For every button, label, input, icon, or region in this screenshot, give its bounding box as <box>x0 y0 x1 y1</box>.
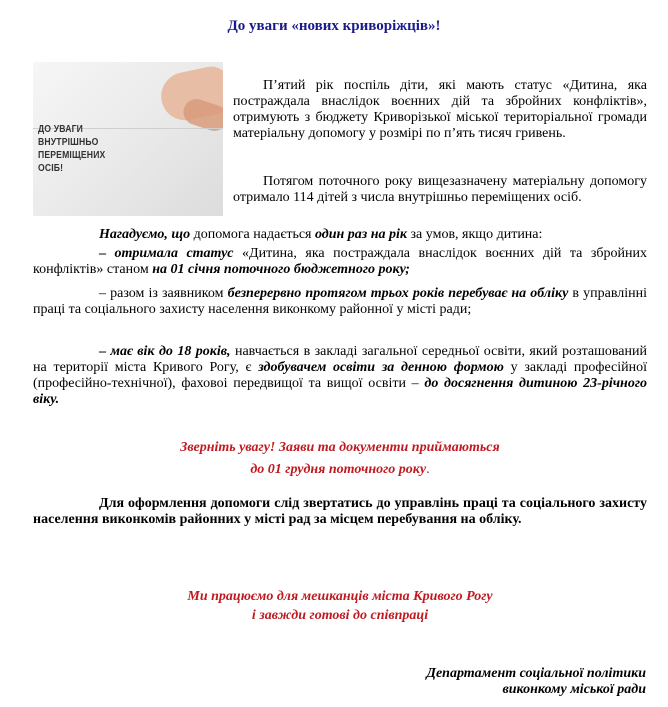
slogan-line-1: Ми працюємо для мешканців міста Кривого Рогу <box>187 589 493 604</box>
condition-dash: – <box>99 286 106 301</box>
notice-line-1: Зверніть увагу! Заяви та документи приймаються <box>180 440 500 455</box>
reminder-paragraph <box>33 227 647 243</box>
condition-dash: – <box>99 344 106 359</box>
condition-3-text: навчається в закладі загальної середньої освіти, який розташований на території міста Кривого Рогу, є <box>33 344 648 375</box>
banner-caption: ДО УВАГИ ВНУТРІШНЬО ПЕРЕМІЩЕНИХ ОСІБ! <box>38 123 106 174</box>
condition-1 <box>33 246 647 278</box>
condition-3-text-2: у закладі професійної (професійно-технічної), фаховоі передвищої та вищої освіти – <box>33 360 647 391</box>
reminder-lead: Нагадуємо, що <box>99 227 191 242</box>
banner-image <box>33 62 223 216</box>
intro-paragraph-1: П’ятий рік поспіль діти, які мають статус «Дитина, яка постраждала внаслідок воєнних дій та збройних конфліктів», отримують з бюджету Криворізької міської територіальної громади матеріальну допомогу у розмірі по п’ять тисяч гривень. <box>233 78 647 141</box>
condition-3-age: має вік до 18 років, <box>106 344 231 359</box>
condition-3-until: до досягнення дитиною <box>424 376 584 391</box>
condition-1-lead: отримала статус <box>106 246 234 261</box>
reminder-text: допомога надається <box>190 227 315 242</box>
intro-paragraph-2: Потягом поточного року вищезазначену матеріальну допомогу отримало 114 дітей з числа внутрішньо переміщених осіб. <box>233 174 647 205</box>
notice-dot: . <box>426 462 430 477</box>
condition-2 <box>33 286 647 318</box>
notice-line-2 <box>33 462 647 478</box>
contact-paragraph: Для оформлення допомоги слід звертатись до управлінь праці та соціального захисту населення виконкомів районних у місті рад за місцем перебування на обліку. <box>33 496 647 527</box>
condition-2-lead: разом із заявником <box>106 286 228 301</box>
reminder-frequency: один раз на рік <box>314 227 408 242</box>
condition-1-date: на 01 січня поточного бюджетного року; <box>152 262 410 277</box>
condition-2-emphasis: безперервно протягом трьох років перебуває на обліку <box>227 286 569 301</box>
condition-1-text: «Дитина, яка постраждала внаслідок воєнних дій та збройних конфліктів» станом <box>33 246 647 277</box>
signature-line-2: виконкому міської ради <box>502 682 646 697</box>
condition-3-form: здобувачем освіти за денною формою <box>258 360 504 375</box>
page-title: До уваги «нових криворіжців»! <box>227 18 441 34</box>
condition-3-age-limit: 23-річного віку. <box>33 376 647 407</box>
condition-dash: – <box>99 246 106 261</box>
condition-3 <box>33 344 647 408</box>
notice-deadline: до 01 грудня поточного року <box>250 462 427 477</box>
signature-block <box>426 666 646 698</box>
condition-2-text: в управлінні праці та соціального захисту населення виконкому районної у місті ради; <box>33 286 648 317</box>
signature-line-1: Департамент соціальної політики <box>426 666 646 681</box>
slogan-line-2: і завжди готові до співпраці <box>251 608 429 623</box>
reminder-tail: за умов, якщо дитина: <box>407 227 543 242</box>
